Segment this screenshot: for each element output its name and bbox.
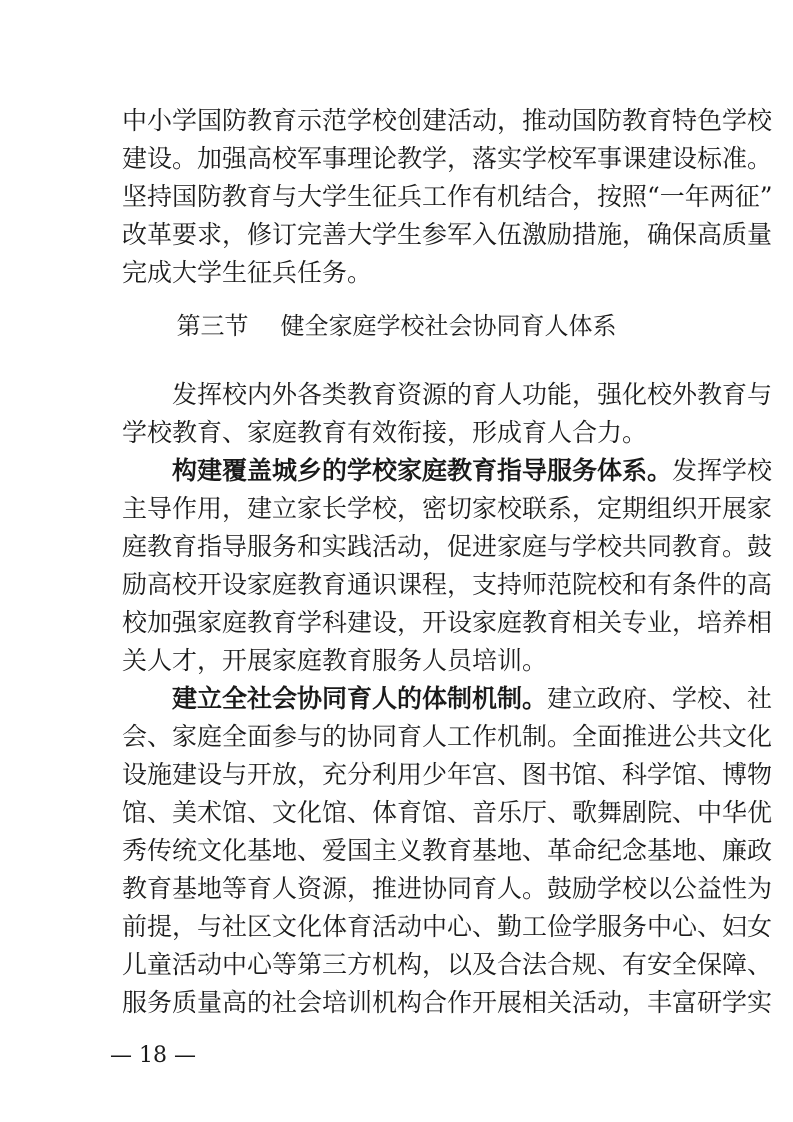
text-line: 服务质量高的社会培训机构合作开展相关活动，丰富研学实 <box>122 988 773 1017</box>
section-heading <box>0 306 793 346</box>
paragraph-text: 建立政府、学校、社 <box>547 684 773 713</box>
text-line: 建设。加强高校军事理论教学，落实学校军事课建设标准。 <box>122 144 773 173</box>
text-line: 设施建设与开放，充分利用少年宫、图书馆、科学馆、博物 <box>122 760 773 789</box>
text-line <box>172 451 772 491</box>
paragraph-lead: 构建覆盖城乡的学校家庭教育指导服务体系。 <box>172 456 673 485</box>
text-line: 改革要求，修订完善大学生参军入伍激励措施，确保高质量 <box>122 220 773 249</box>
section-title: 健全家庭学校社会协同育人体系 <box>280 312 617 340</box>
text-line: 秀传统文化基地、爱国主义教育基地、革命纪念基地、廉政 <box>122 836 773 865</box>
text-line: 儿童活动中心等第三方机构，以及合法合规、有安全保障、 <box>122 950 773 979</box>
text-line: 教育基地等育人资源，推进协同育人。鼓励学校以公益性为 <box>122 874 773 903</box>
text-line <box>172 679 772 719</box>
text-line: 学校教育、家庭教育有效衔接，形成育人合力。 <box>122 418 648 447</box>
text-line: 主导作用，建立家长学校，密切家校联系，定期组织开展家 <box>122 494 773 523</box>
text-line: 前提，与社区文化体育活动中心、勤工俭学服务中心、妇女 <box>122 912 773 941</box>
text-line: 完成大学生征兵任务。 <box>122 258 373 287</box>
paragraph-text: 发挥学校 <box>672 456 773 485</box>
text-line: 坚持国防教育与大学生征兵工作有机结合，按照“一年两征” <box>122 182 773 211</box>
text-line: 馆、美术馆、文化馆、体育馆、音乐厅、歌舞剧院、中华优 <box>122 798 773 827</box>
text-line: 中小学国防教育示范学校创建活动，推动国防教育特色学校 <box>122 106 773 135</box>
text-line: 发挥校内外各类教育资源的育人功能，强化校外教育与 <box>172 380 773 409</box>
section-number: 第三节 <box>176 312 249 340</box>
page-number: — 18 — <box>110 1043 196 1068</box>
text-line: 庭教育指导服务和实践活动，促进家庭与学校共同教育。鼓 <box>122 532 773 561</box>
text-line: 励高校开设家庭教育通识课程，支持师范院校和有条件的高 <box>122 570 773 599</box>
text-line: 校加强家庭教育学科建设，开设家庭教育相关专业，培养相 <box>122 608 773 637</box>
text-line: 会、家庭全面参与的协同育人工作机制。全面推进公共文化 <box>122 722 773 751</box>
paragraph-lead: 建立全社会协同育人的体制机制。 <box>172 684 548 713</box>
text-line: 关人才，开展家庭教育服务人员培训。 <box>122 646 548 675</box>
